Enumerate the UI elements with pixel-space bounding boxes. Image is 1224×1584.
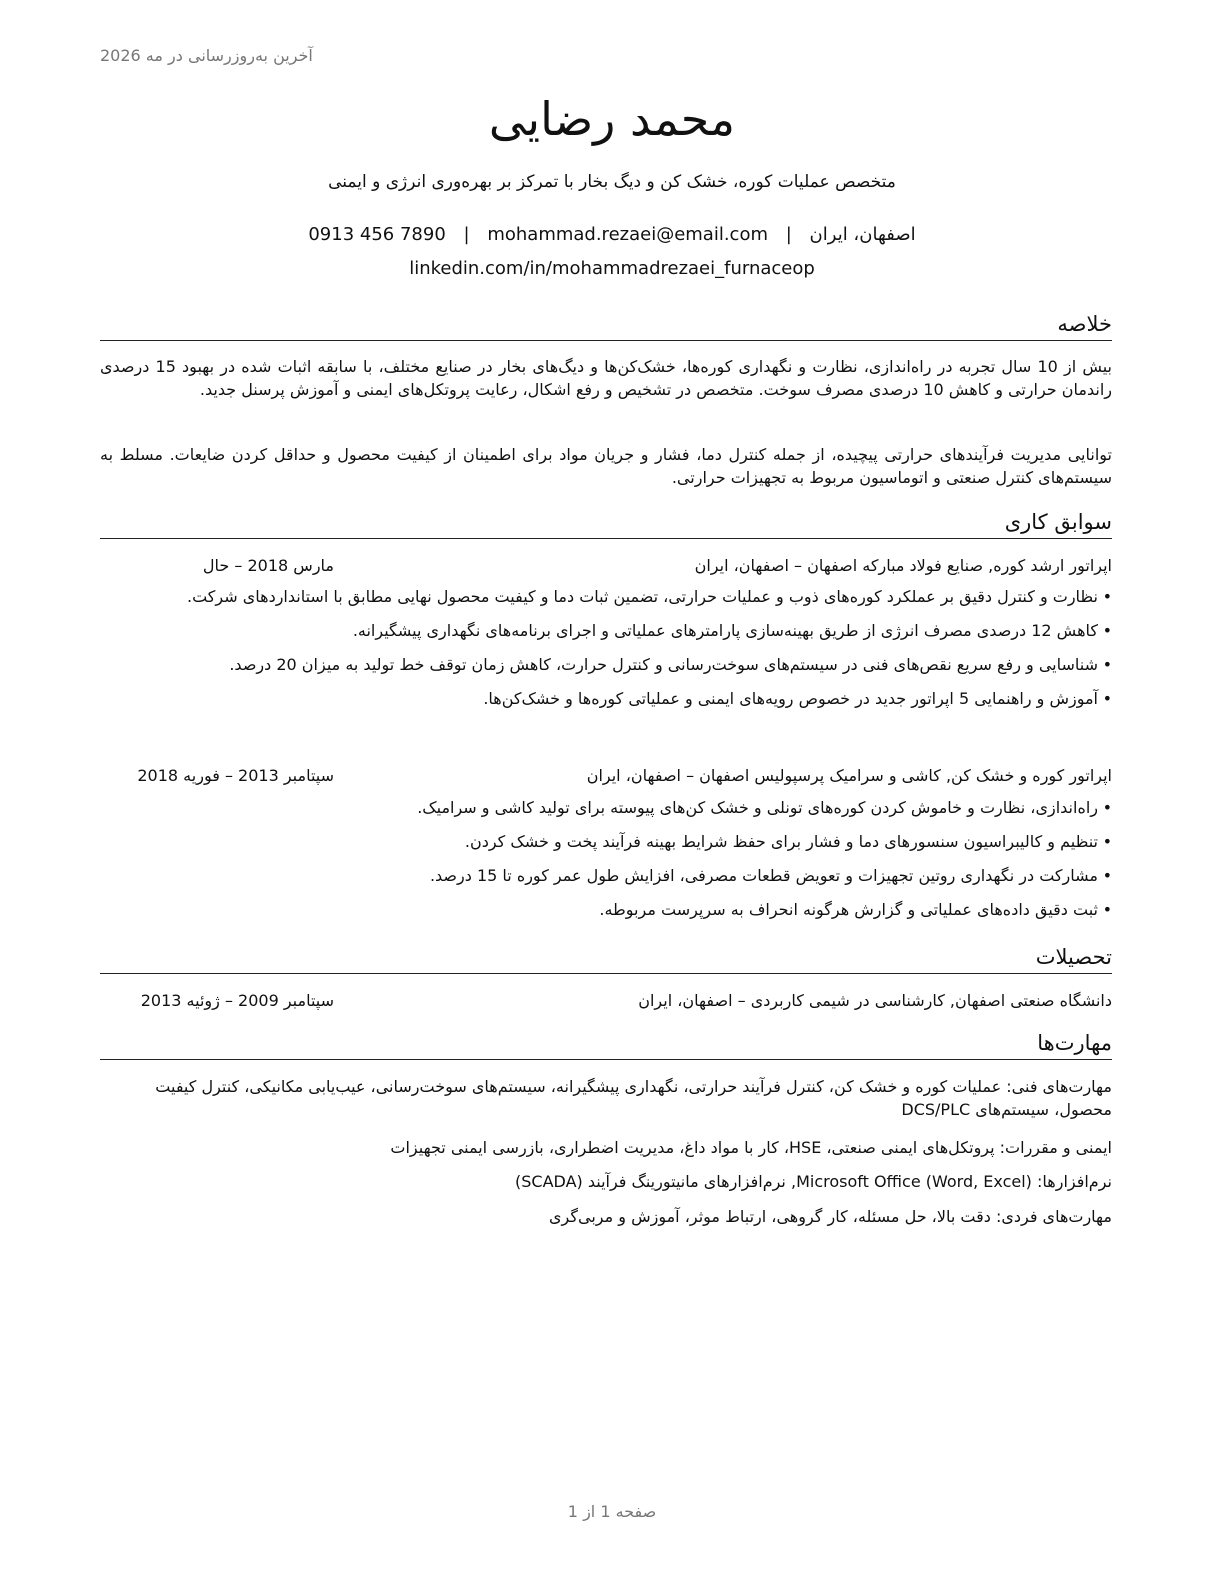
linkedin-link[interactable]: linkedin.com/in/mohammadrezaei_furnaceop: [409, 258, 815, 279]
contact-line: [0, 224, 1224, 245]
page-number: صفحه 1 از 1: [567, 1502, 657, 1521]
education-dates: سپتامبر 2009 – ژوئیه 2013: [140, 991, 334, 1010]
section-title-summary: خلاصه: [100, 310, 1112, 341]
summary-paragraph: توانایی مدیریت فرآیندهای حرارتی پیچیده، از جمله کنترل دما، فشار و جریان مواد برای اطمینان از کیفیت محصول و حداقل کردن ضایعات. مسلط به سیستم‌های کنترل صنعتی و اتوماسیون مربوط به تجهیزات حرارتی.: [100, 445, 1112, 487]
job-dates: سپتامبر 2013 – فوریه 2018: [137, 766, 334, 785]
list-item: • ثبت دقیق داده‌های عملیاتی و گزارش هرگونه انحراف به سرپرست مربوطه.: [94, 898, 1112, 921]
skill-line: مهارت‌های فنی: عملیات کوره و خشک کن، کنترل فرآیند حرارتی، نگهداری پیشگیرانه، سیستم‌های سوخت‌رسانی، عیب‌یابی مکانیکی، کنترل کیفیت محصول، سیستم‌های DCS/PLC: [155, 1077, 1112, 1119]
section-title-education: تحصیلات: [100, 943, 1112, 974]
list-item: • کاهش 12 درصدی مصرف انرژی از طریق بهینه‌سازی پارامترهای عملیاتی و اجرای برنامه‌های نگهداری پیشگیرانه.: [94, 619, 1112, 642]
job-title: اپراتور ارشد کوره, صنایع فولاد مبارکه اصفهان – اصفهان، ایران: [694, 556, 1112, 575]
job-dates: مارس 2018 – حال: [202, 556, 334, 575]
last-updated: آخرین به‌روزرسانی در مه 2026: [100, 46, 313, 65]
person-name: محمد رضایی: [488, 92, 736, 146]
skill-line: مهارت‌های فردی: دقت بالا، حل مسئله، کار گروهی، ارتباط موثر، آموزش و مربی‌گری: [549, 1207, 1112, 1226]
job-bullets: [94, 585, 1112, 721]
list-item: • راه‌اندازی، نظارت و خاموش کردن کوره‌های تونلی و خشک کن‌های پیوسته برای تولید کاشی و سرامیک.: [94, 796, 1112, 819]
email-link[interactable]: mohammad.rezaei@email.com: [487, 224, 768, 245]
phone: 0913 456 7890: [308, 224, 446, 245]
location: اصفهان، ایران: [809, 224, 916, 245]
education-title: دانشگاه صنعتی اصفهان, کارشناسی در شیمی کاربردی – اصفهان، ایران: [638, 991, 1112, 1010]
section-title-skills: مهارت‌ها: [100, 1029, 1112, 1060]
separator: |: [463, 224, 470, 245]
job-title: اپراتور کوره و خشک کن, کاشی و سرامیک پرسپولیس اصفهان – اصفهان، ایران: [586, 766, 1112, 785]
job-bullets: [94, 796, 1112, 932]
list-item: • تنظیم و کالیبراسیون سنسورهای دما و فشار برای حفظ شرایط بهینه فرآیند پخت و خشک کردن.: [94, 830, 1112, 853]
section-title-experience: سوابق کاری: [100, 508, 1112, 539]
headline: متخصص عملیات کوره، خشک کن و دیگ بخار با تمرکز بر بهره‌وری انرژی و ایمنی: [328, 172, 896, 192]
summary-paragraph: بیش از 10 سال تجربه در راه‌اندازی، نظارت و نگهداری کوره‌ها، خشک‌کن‌ها و دیگ‌های بخار در صنایع مختلف، با سابقه اثبات شده در بهبود 15 درصدی راندمان حرارتی و کاهش 10 درصدی مصرف سوخت. متخصص در تشخیص و رفع اشکال، رعایت پروتکل‌های ایمنی و آموزش پرسنل جدید.: [100, 357, 1112, 399]
list-item: • آموزش و راهنمایی 5 اپراتور جدید در خصوص رویه‌های ایمنی و عملیاتی کوره‌ها و خشک‌کن‌ها.: [94, 687, 1112, 710]
list-item: • نظارت و کنترل دقیق بر عملکرد کوره‌های ذوب و عملیات حرارتی، تضمین ثبات دما و کیفیت محصول نهایی مطابق با استانداردهای شرکت.: [94, 585, 1112, 608]
skill-line: نرم‌افزارها: Microsoft Office (Word, Excel), نرم‌افزارهای مانیتورینگ فرآیند (SCADA): [515, 1172, 1112, 1191]
separator: |: [785, 224, 792, 245]
list-item: • مشارکت در نگهداری روتین تجهیزات و تعویض قطعات مصرفی، افزایش طول عمر کوره تا 15 درصد.: [94, 864, 1112, 887]
skill-line: ایمنی و مقررات: پروتکل‌های ایمنی صنعتی، HSE، کار با مواد داغ، مدیریت اضطراری، بازرسی ایمنی تجهیزات: [390, 1138, 1112, 1157]
list-item: • شناسایی و رفع سریع نقص‌های فنی در سیستم‌های سوخت‌رسانی و کنترل حرارت، کاهش زمان توقف خط تولید به میزان 20 درصد.: [94, 653, 1112, 676]
